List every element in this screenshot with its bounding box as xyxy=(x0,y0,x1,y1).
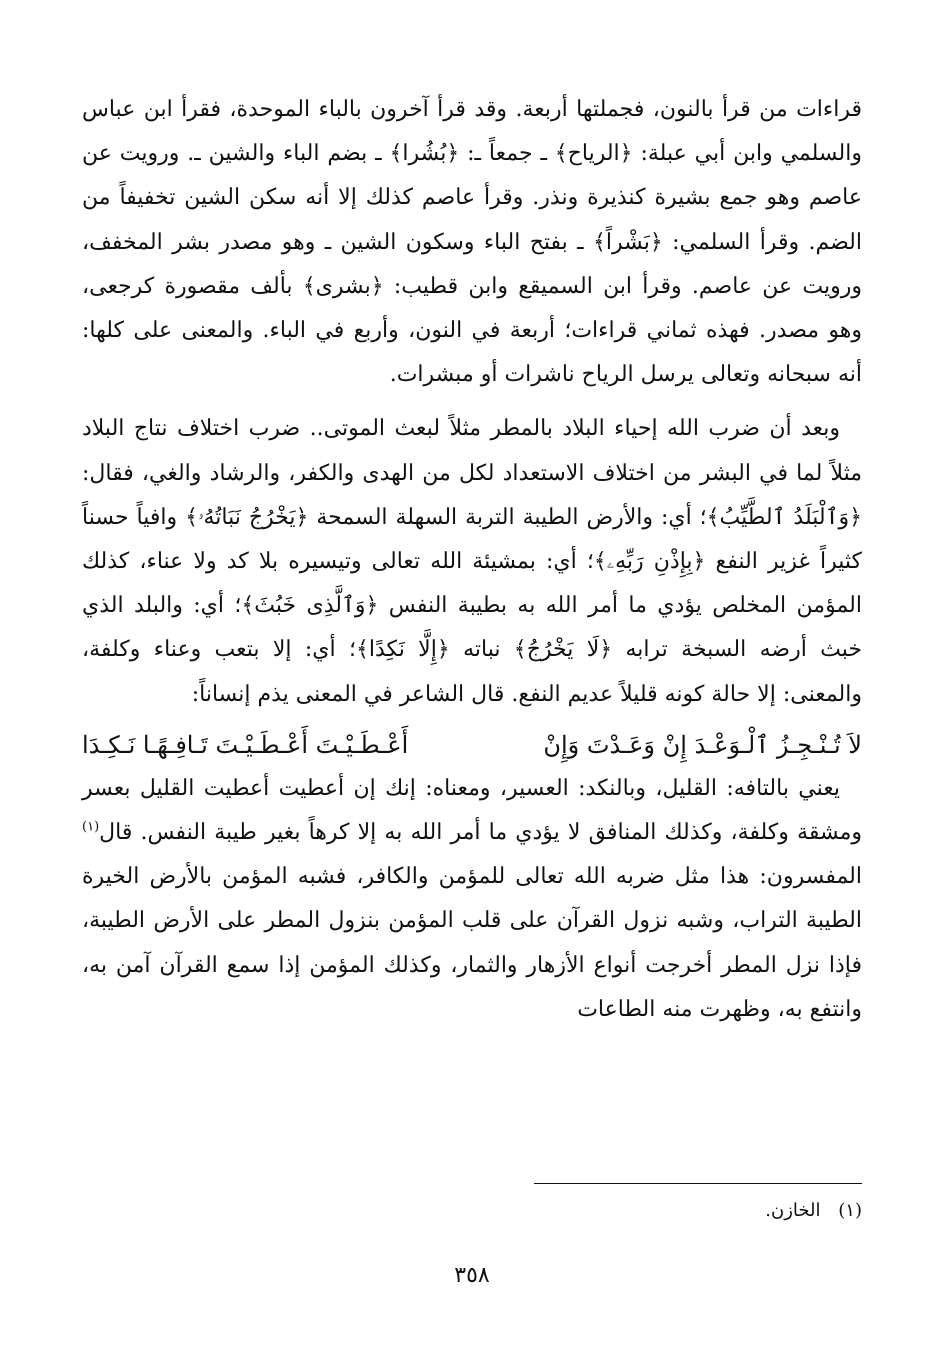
footnote-text: الخازن. xyxy=(765,1200,821,1221)
footnote-number: (١) xyxy=(838,1200,862,1221)
footnote xyxy=(765,1198,862,1224)
page-body xyxy=(82,88,862,1348)
paragraph-readings: قراءات من قرأ بالنون، فجملتها أربعة. وقد قرأ آخرون بالباء الموحدة، فقرأ ابن عباس والسلمي وابن أبي عبلة: ﴿الرياح﴾ ـ جمعاً ـ: ﴿بُشُرا﴾ ـ بضم الباء والشين ـ. ورويت عن عاصم وهو جمع بشيرة كنذيرة ونذر. وقرأ عاصم كذلك إلا أنه سكن الشين تخفيفاً من الضم. وقرأ السلمي: ﴿بَشْراً﴾ ـ بفتح الباء وسكون الشين ـ وهو مصدر بشر المخفف، ورويت عن عاصم. وقرأ ابن السميقع وابن قطيب: ﴿بشرى﴾ بألف مقصورة كرجعى، وهو مصدر. فهذه ثماني قراءات؛ أربعة في النون، وأربع في الباء. والمعنى على كلها: أنه سبحانه وتعالى يرسل الرياح ناشرات أو مبشرات. xyxy=(82,97,862,388)
footnote-reference: (١) xyxy=(82,819,100,835)
page-number: ٣٥٨ xyxy=(454,1263,490,1288)
paragraph-parable: وبعد أن ضرب الله إحياء البلاد بالمطر مثلاً لبعث الموتى.. ضرب اختلاف نتاج البلاد مثلاً لما في البشر من اختلاف الاستعداد لكل من الهدى والكفر، والرشاد والغي، فقال: ﴿وَٱلْبَلَدُ ٱلطَّيِّبُ﴾؛ أي: والأرض الطيبة التربة السهلة السمحة ﴿يَخْرُجُ نَبَاتُهُۥ﴾ وافياً حسناً كثيراً غزير النفع ﴿بِإِذْنِ رَبِّهِۦ﴾؛ أي: بمشيئة الله تعالى وتيسيره بلا كد ولا عناء، كذلك المؤمن المخلص يؤدي ما أمر الله به بطيبة النفس ﴿وَٱلَّذِى خَبُثَ﴾؛ أي: والبلد الذي خبث أرضه السبخة ترابه ﴿لَا يَخْرُجُ﴾ نباته ﴿إِلَّا نَكِدًا﴾؛ أي: إلا بتعب وعناء وكلفة، والمعنى: إلا حالة كونه قليلاً عديم النفع. قال الشاعر في المعنى يذم إنساناً: xyxy=(82,416,862,707)
footnote-divider xyxy=(534,1183,862,1184)
poetry-verse xyxy=(82,723,862,767)
paragraph-commentary xyxy=(82,767,862,1032)
commentary-text-part2: المفسرون: هذا مثل ضربه الله تعالى للمؤمن والكافر، فشبه المؤمن بالأرض الخيرة الطيبة التراب، وشبه نزول القرآن على قلب المؤمن بنزول المطر على الأرض الطيبة، فإذا نزل المطر أخرجت أنواع الأزهار والثمار، وكذلك المؤمن إذا سمع القرآن آمن به، وانتفع به، وظهرت منه الطاعات xyxy=(82,864,862,1022)
verse-second-hemistich: أَعْـطَـيْـتَ أَعْـطَـيْـتَ تَـافِـهًـا نَـكِـدَا xyxy=(82,730,409,759)
commentary-text-part1: يعني بالتافه: القليل، وبالنكد: العسير، ومعناه: إنك إن أعطيت أعطيت القليل بعسر ومشقة وكلفة، وكذلك المنافق لا يؤدي ما أمر الله به إلا كرهاً بغير طيبة النفس. قال xyxy=(82,775,862,846)
verse-first-hemistich: لاَ تُـنْـجِـزُ ٱلْـوَعْـدَ إِنْ وَعَـدْتَ وَإِنْ xyxy=(543,730,862,759)
